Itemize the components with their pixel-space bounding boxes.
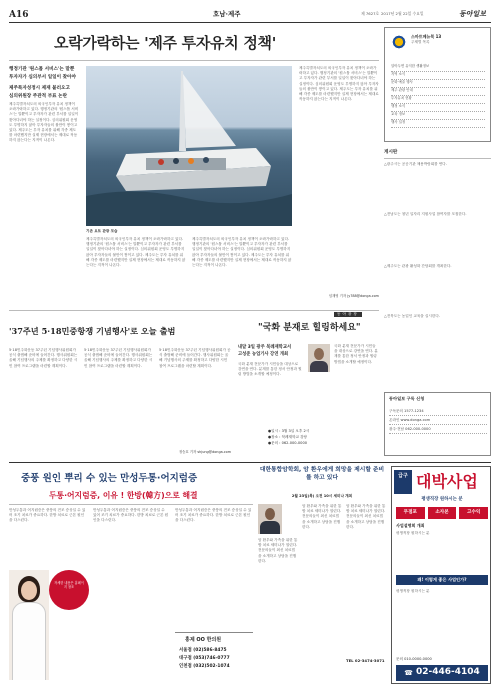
photo-caption: 기존 요트 관광 모습 bbox=[86, 229, 118, 233]
ad-business bbox=[391, 466, 491, 684]
column-subhead bbox=[238, 344, 302, 358]
side-item: △전북도는 농업인 교육을 실시한다. bbox=[384, 314, 440, 318]
ad-2-headline: 대한통합암학회, 암 환우에게 희망을 제시할 준비를 하고 있다 bbox=[259, 467, 385, 481]
article-2-col-3: 5·18민주화운동 37주년 기념행사위원회가 공식 출범해 준비에 들어간다. 행사위원회는 올해 기념행사의 주제를 확정하고 다양한 시민 참여 프로그램을 마련할 계획이다. bbox=[159, 348, 231, 368]
index-box bbox=[384, 27, 491, 142]
list-item: 문화·예술 행사 bbox=[391, 80, 485, 88]
article-2-col-1: 5·18민주화운동 37주년 기념행사위원회가 공식 출범해 준비에 들어간다. 행사위원회는 올해 기념행사의 주제를 확정하고 다양한 시민 참여 프로그램을 마련할 계획이다. bbox=[9, 348, 78, 368]
badge-small-capital: 소자본 bbox=[428, 507, 457, 519]
clinic-name: 홍제 OO 한의원 bbox=[185, 637, 222, 643]
list-item: ●장소 : 북례재학교 강당 bbox=[268, 435, 308, 439]
ad-3-badges bbox=[396, 507, 488, 519]
article-body-col-2: 제주특별자치도의 외국인투자 유치 정책이 오락가락하고 있다. 행정기관의 '원스톱 서비스'는 말뿐이고 투자자가 관련 부서를 일일이 찾아다녀야 하는 실정이다. 심의위원회 운영도 투명하지 않아 투자자들의 불만이 쌓이고 있다. 제주도는 투자 유치를 위해 각종 제도를 마련했지만 실제 현장에서는 제대로 작동하지 않는다는 지적이 나온다. bbox=[86, 237, 186, 268]
ad-3-sub-phone: 문의 010-0000-0000 bbox=[396, 657, 432, 661]
paper-name: 동아일보 bbox=[459, 9, 487, 18]
article-body-col-3: 제주특별자치도의 외국인투자 유치 정책이 오락가락하고 있다. 행정기관의 '원스톱 서비스'는 말뿐이고 투자자가 관련 부서를 일일이 찾아다녀야 하는 실정이다. 심의위원회 운영도 투명하지 않아 투자자들의 불만이 쌓이고 있다. 제주도는 투자 유치를 위해 각종 제도를 마련했지만 실제 현장에서는 제대로 작동하지 않는다는 지적이 나온다. bbox=[192, 237, 292, 268]
main-headline: 오락가락하는 '제주 투자유치 정책' bbox=[54, 34, 277, 52]
subscription-box bbox=[384, 392, 491, 456]
subhead-line: 심의위원장 주관적 부표 논란 bbox=[9, 93, 68, 99]
column-body-1: 국화 분재 전문가가 시민들을 대상으로 강연을 연다. 분재를 통한 정서 안정과 힐링 방법을 소개할 예정이다. bbox=[238, 362, 302, 377]
subhead-line: 내달 3일 광주 북례재학교서 bbox=[238, 345, 292, 350]
ad-1-doctor-photo bbox=[9, 570, 49, 680]
side-rule bbox=[384, 158, 491, 159]
article-2-byline: 정승호 기자 shjung@donga.com bbox=[178, 450, 231, 454]
ad-2-sub: 2월 23일(목) 오전 10시 세미나 개최 bbox=[291, 494, 353, 498]
ad-3-body-1: 평생직장 원하시는 분 bbox=[396, 531, 430, 535]
page-number: A16 bbox=[9, 10, 29, 20]
phone-line: 인천점 (032)502-1074 bbox=[179, 664, 230, 669]
list-item: 제주 관광 안내 bbox=[391, 88, 485, 96]
index-subtitle: 주제별 목록 bbox=[411, 40, 430, 44]
column-box bbox=[238, 312, 379, 458]
ad-1-sub: 두통·어지럼증, 이유 ! 한방(韓方)으로 해결 bbox=[49, 491, 198, 500]
ad-3-section: 사업설명회 개최 bbox=[396, 523, 425, 528]
ad-3-headline: 대박사업 bbox=[416, 472, 478, 491]
list-item: 지역 소식 bbox=[391, 72, 485, 80]
side-item: △제주도는 관광 활성화 간담회를 개최한다. bbox=[384, 264, 452, 268]
ad-3-body-2: 평생직장 원하시는 분 bbox=[396, 589, 430, 593]
ad-3-question: 왜! 이렇게 좋은 사업인가? bbox=[396, 575, 488, 585]
badge-high-profit: 고수익 bbox=[459, 507, 488, 519]
doctor-coat bbox=[12, 602, 46, 680]
ad-1-headline: 중풍 원인 뿌리 수 있는 만성두통·어지럼증 bbox=[21, 473, 198, 484]
ad-cancer-seminar bbox=[258, 466, 386, 684]
list-item: 알아두면 유익한 생활정보 bbox=[391, 64, 485, 72]
subhead-line: 고성준 농업기사 강연 개최 bbox=[238, 352, 289, 357]
masthead bbox=[9, 7, 491, 21]
subhead-line: 제주특자성정시 제재 불러오고 bbox=[9, 86, 70, 91]
ad-1-rule bbox=[9, 504, 253, 505]
list-item: 교육 정보 bbox=[391, 112, 485, 120]
masthead-rule bbox=[9, 22, 491, 23]
badge-text: 자세한 내용은 홈페이지 참조 bbox=[54, 581, 84, 590]
article-body-col-4: 제주특별자치도의 외국인투자 유치 정책이 오락가락하고 있다. 행정기관의 '원스톱 서비스'는 말뿐이고 투자자가 관련 부서를 일일이 찾아다녀야 하는 실정이다. 심의위원회 운영도 투명하지 않아 투자자들의 불만이 쌓이고 있다. 제주도는 투자 유치를 위해 각종 제도를 마련했지만 실제 현장에서는 제대로 작동하지 않는다는 지적이 나온다. bbox=[299, 66, 379, 102]
article-photo bbox=[86, 66, 292, 226]
article-subhead bbox=[9, 66, 79, 100]
side-heading: 게시판 bbox=[384, 150, 398, 155]
doctor-face bbox=[21, 581, 37, 600]
ad-1-badge bbox=[49, 570, 89, 610]
ad-2-col-2: 암 환우와 가족을 위한 통합 치료 세미나가 열린다. 전문의들이 최신 치료법을 소개하고 상담을 진행한다. bbox=[302, 504, 342, 529]
ad-1-col-2: 만성두통과 어지럼증은 중풍의 전조 증상일 수 있어 조기 치료가 중요하다. 한방 치료로 근본 원인을 다스린다. bbox=[93, 508, 169, 523]
section-name: 호남·제주 bbox=[213, 10, 241, 18]
list-item: 행정 소식 bbox=[391, 104, 485, 112]
phone-line: 서울점 (02)586-8475 bbox=[179, 648, 227, 653]
list-item: ●일시 : 3월 3일 오후 2시 bbox=[268, 429, 310, 433]
article-byline: 임재영 기자 jy788@donga.com bbox=[328, 294, 379, 298]
phone-number: 02-446-4104 bbox=[415, 667, 480, 678]
headline-rule bbox=[9, 60, 379, 61]
portrait-body bbox=[260, 521, 280, 534]
list-item: 광주·전남 062-000-0000 bbox=[389, 425, 487, 434]
article-2-col-2: 5·18민주화운동 37주년 기념행사위원회가 공식 출범해 준비에 들어간다. 행사위원회는 올해 기념행사의 주제를 확정하고 다양한 시민 참여 프로그램을 마련할 계획이다. bbox=[84, 348, 153, 368]
subscription-rows bbox=[389, 407, 487, 434]
subhead-line: 투자자가 심의부서 일일이 찾아야 bbox=[9, 74, 76, 80]
clinic-phones bbox=[179, 647, 230, 671]
ad-1-col-1: 만성두통과 어지럼증은 중풍의 전조 증상일 수 있어 조기 치료가 중요하다. 한방 치료로 근본 원인을 다스린다. bbox=[9, 508, 86, 523]
ad-1-col-3: 만성두통과 어지럼증은 중풍의 전조 증상일 수 있어 조기 치료가 중요하다. 한방 치료로 근본 원인을 다스린다. bbox=[175, 508, 252, 523]
main-article bbox=[9, 66, 379, 306]
ad-2-photo bbox=[258, 504, 282, 534]
portrait-body bbox=[310, 361, 328, 372]
column-portrait bbox=[308, 344, 330, 372]
ad-2-contact: TEL 02-3474-3071 bbox=[346, 658, 385, 663]
list-item: 구독문의 1577-1234 bbox=[389, 407, 487, 416]
side-item: △광주시는 공공기관 채용박람회를 연다. bbox=[384, 162, 447, 166]
sun-logo-icon bbox=[391, 34, 407, 50]
side-item: △전남도는 청년 일자리 지원사업 참여자를 모집한다. bbox=[384, 212, 467, 216]
index-list bbox=[391, 64, 485, 128]
list-item: ●문의 : 062-000-0000 bbox=[268, 441, 308, 445]
ad-3-phone bbox=[396, 665, 488, 681]
column-bullets bbox=[268, 428, 379, 446]
subhead-line: 행정기관 '원스톱 서비스'는 말뿐 bbox=[9, 67, 75, 72]
side-column bbox=[384, 150, 491, 385]
badge-no-store: 무점포 bbox=[396, 507, 425, 519]
portrait-head bbox=[314, 348, 324, 360]
issue-number: 제 7627호 bbox=[361, 11, 380, 16]
list-item: 온라인 www.donga.com bbox=[389, 416, 487, 425]
phone-icon: ☎ bbox=[404, 668, 413, 677]
ad-headache bbox=[9, 466, 253, 684]
ad-2-col-1: 암 환우와 가족을 위한 통합 치료 세미나가 열린다. 전문의들이 최신 치료법을 소개하고 상담을 진행한다. bbox=[258, 538, 298, 563]
divider bbox=[9, 310, 379, 311]
ad-1-clinic-box bbox=[175, 632, 253, 680]
subscription-title: 동아일보 구독 신청 bbox=[389, 396, 425, 401]
portrait-head bbox=[265, 508, 275, 520]
column-headline: "국화 분재로 힐링하세요" bbox=[258, 323, 361, 333]
phone-line: 대구점 (053)746-0777 bbox=[179, 656, 230, 661]
index-title: 스마트메뉴북 13 bbox=[411, 34, 442, 39]
issue-date: 2017년 2월 22일 수요일 bbox=[381, 11, 424, 16]
ad-section-rule bbox=[9, 462, 491, 463]
article-body-col-1: 제주특별자치도의 외국인투자 유치 정책이 오락가락하고 있다. 행정기관의 '원스톱 서비스'는 말뿐이고 투자자가 관련 부서를 일일이 찾아다녀야 하는 실정이다. 심의위원회 운영도 투명하지 않아 투자자들의 불만이 쌓이고 있다. 제주도는 투자 유치를 위해 각종 제도를 마련했지만 실제 현장에서는 제대로 작동하지 않는다는 지적이 나온다. bbox=[9, 102, 79, 143]
list-item: 투자유치 현황 bbox=[391, 96, 485, 104]
column-body-2: 국화 분재 전문가가 시민들을 대상으로 강연을 연다. 분재를 통한 정서 안정과 힐링 방법을 소개할 예정이다. bbox=[334, 344, 378, 364]
ad-2-col-3: 암 환우와 가족을 위한 통합 치료 세미나가 열린다. 전문의들이 최신 치료법을 소개하고 상담을 진행한다. bbox=[346, 504, 386, 529]
catamaran-image bbox=[86, 66, 292, 226]
list-item: 행사 일정 bbox=[391, 120, 485, 128]
ad-3-tag: 급구 bbox=[394, 470, 412, 494]
article-2-headline: '37주년 5·18민중항쟁 기념행사'로 오늘 출범 bbox=[9, 326, 176, 336]
ad-3-line: 평생직장 원하시는 분 bbox=[421, 497, 463, 502]
column-label: 동아광장 bbox=[334, 312, 362, 317]
